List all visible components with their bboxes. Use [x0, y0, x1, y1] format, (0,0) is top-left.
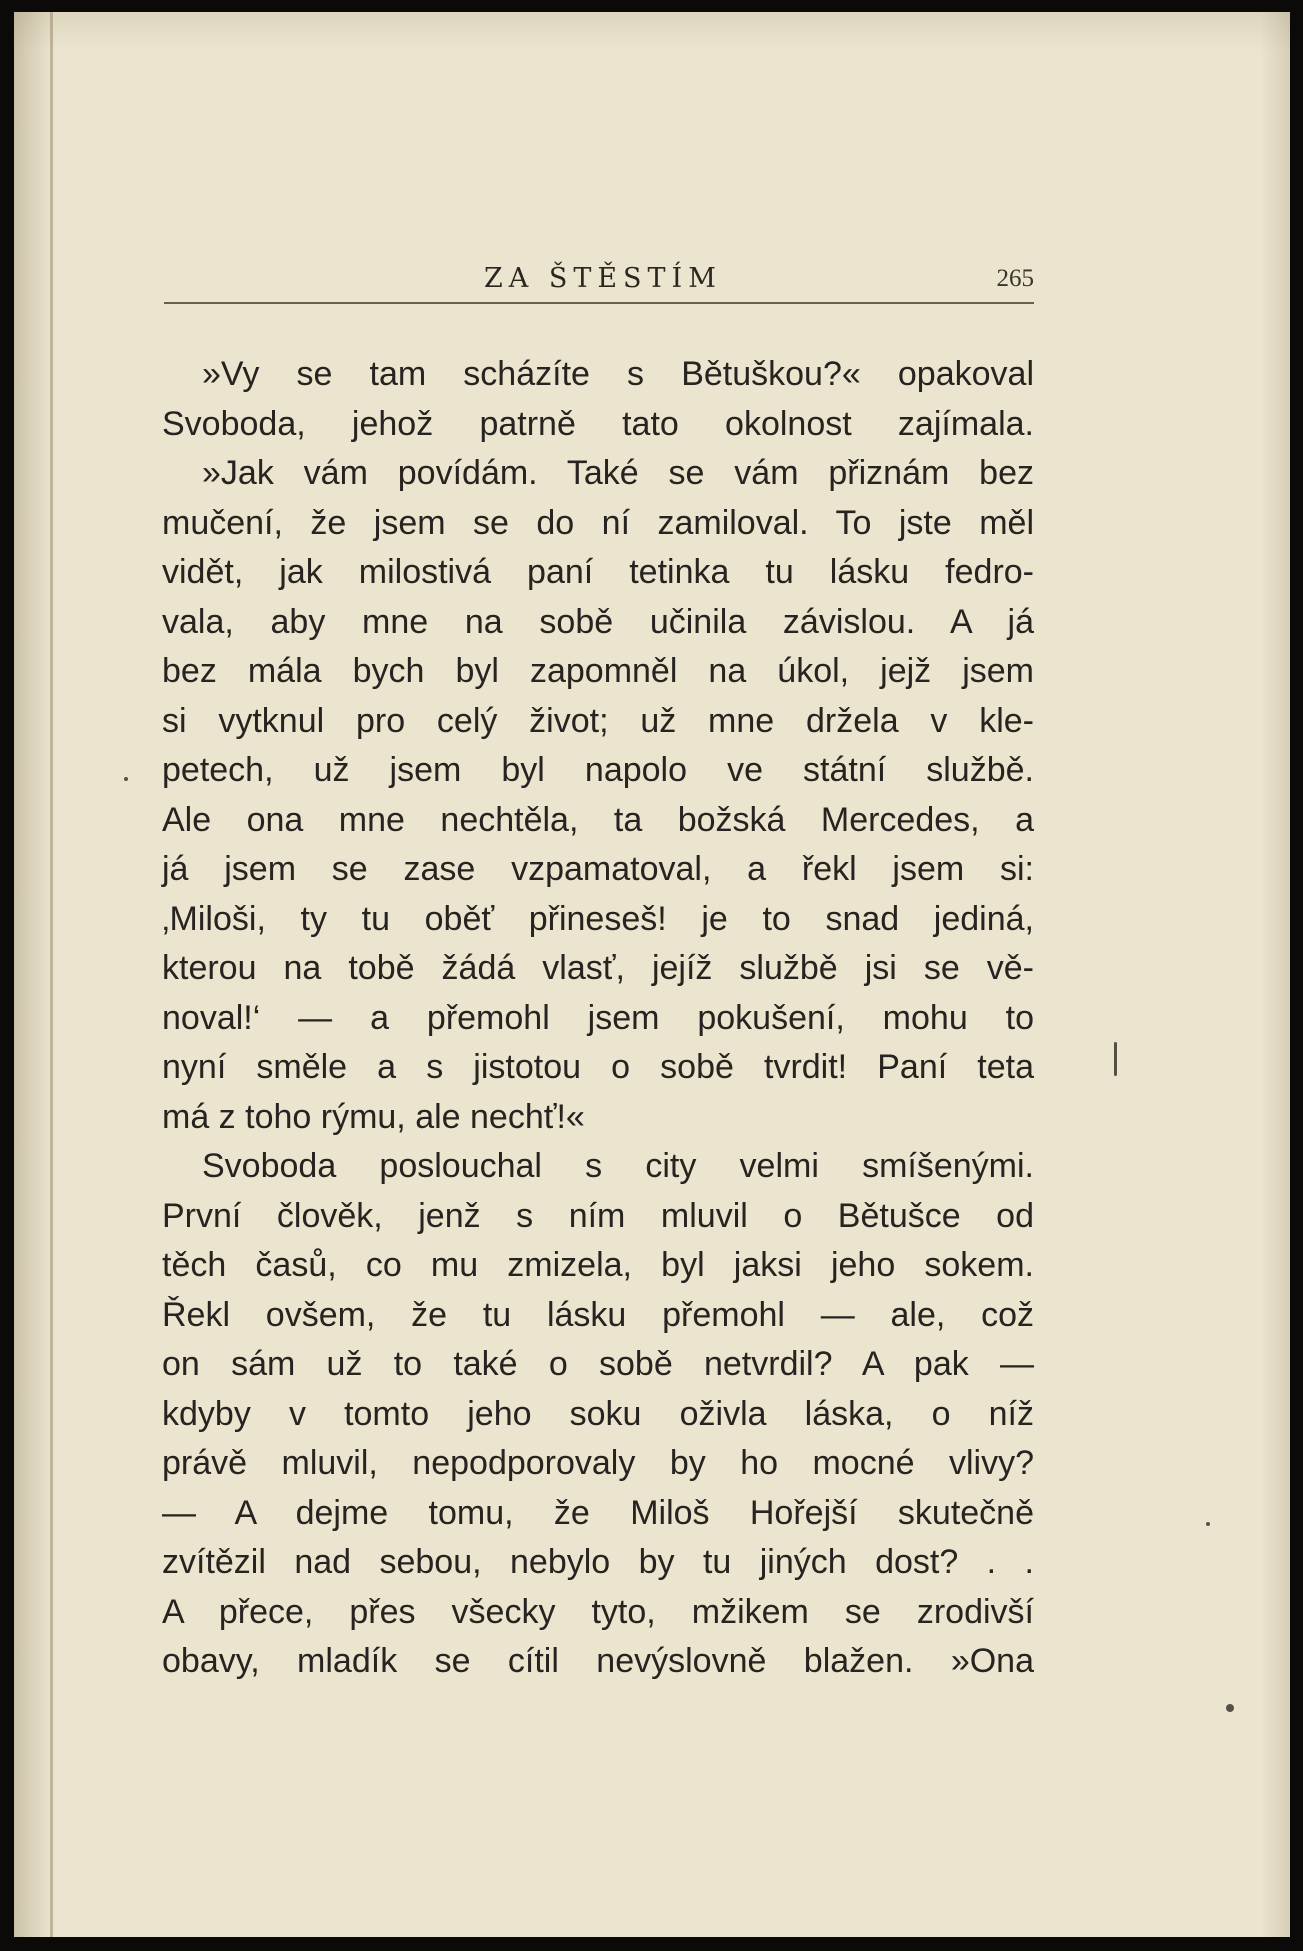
text-line: bez mála bych byl zapomněl na úkol, jejž jsem: [162, 652, 1034, 690]
paper-speck: [124, 777, 128, 781]
text-line: kdyby v tomto jeho soku oživla láska, o níž: [162, 1394, 1034, 1433]
text-line: zvítězil nad sebou, nebylo by tu jiných dost? . .: [162, 1543, 1034, 1581]
text-line: — A dejme tomu, že Miloš Hořejší skutečně: [162, 1493, 1034, 1532]
text-line: ‚Miloši, ty tu oběť přineseš! je to snad jediná,: [162, 899, 1034, 938]
book-page: [14, 12, 1290, 1937]
text-line: »Jak vám povídám. Také se vám přiznám bez: [202, 454, 1034, 492]
text-line: A přece, přes všecky tyto, mžikem se zrodivší: [162, 1592, 1034, 1631]
page-header: [164, 257, 1034, 307]
text-line: Řekl ovšem, že tu lásku přemohl — ale, což: [162, 1295, 1034, 1334]
text-line: petech, už jsem byl napolo ve státní službě.: [162, 751, 1034, 789]
paper-speck: [1114, 1042, 1117, 1076]
text-line: vidět, jak milostivá paní tetinka tu lásku fedro-: [162, 553, 1034, 591]
text-line: noval!‘ — a přemohl jsem pokušení, mohu to: [162, 998, 1034, 1037]
text-line: První člověk, jenž s ním mluvil o Bětušce od: [162, 1196, 1034, 1235]
text-line: vala, aby mne na sobě učinila závislou. A já: [162, 602, 1034, 641]
text-line: mučení, že jsem se do ní zamiloval. To jste měl: [162, 503, 1034, 542]
text-line: si vytknul pro celý život; už mne držela v kle-: [162, 701, 1034, 740]
page-number: 265: [996, 265, 1034, 292]
header-rule: [164, 302, 1034, 304]
text-line: právě mluvil, nepodporovaly by ho mocné vlivy?: [162, 1444, 1034, 1482]
binding-gutter: [50, 12, 53, 1937]
paper-speck: [1226, 1704, 1234, 1712]
text-line: má z toho rýmu, ale nechť!«: [162, 1097, 585, 1136]
text-line: kterou na tobě žádá vlasť, jejíž službě jsi se vě-: [162, 949, 1034, 987]
text-line: Svoboda poslouchal s city velmi smíšenými.: [202, 1147, 1034, 1185]
text-line: Svoboda, jehož patrně tato okolnost zajímala.: [162, 404, 1034, 443]
paper-speck: [1206, 1522, 1210, 1526]
text-line: nyní směle a s jistotou o sobě tvrdit! Paní teta: [162, 1048, 1034, 1086]
text-line: on sám už to také o sobě netvrdil? A pak —: [162, 1345, 1034, 1383]
text-line: těch časů, co mu zmizela, byl jaksi jeho sokem.: [162, 1246, 1034, 1284]
text-line: Ale ona mne nechtěla, ta božská Mercedes, a: [162, 800, 1034, 839]
text-line: já jsem se zase vzpamatoval, a řekl jsem si:: [162, 850, 1034, 888]
text-line: obavy, mladík se cítil nevýslovně blažen. »Ona: [162, 1642, 1034, 1680]
text-line: »Vy se tam scházíte s Bětuškou?« opakoval: [202, 355, 1034, 393]
body-text: [162, 350, 1034, 1687]
running-title: ZA ŠTĚSTÍM: [484, 263, 722, 294]
